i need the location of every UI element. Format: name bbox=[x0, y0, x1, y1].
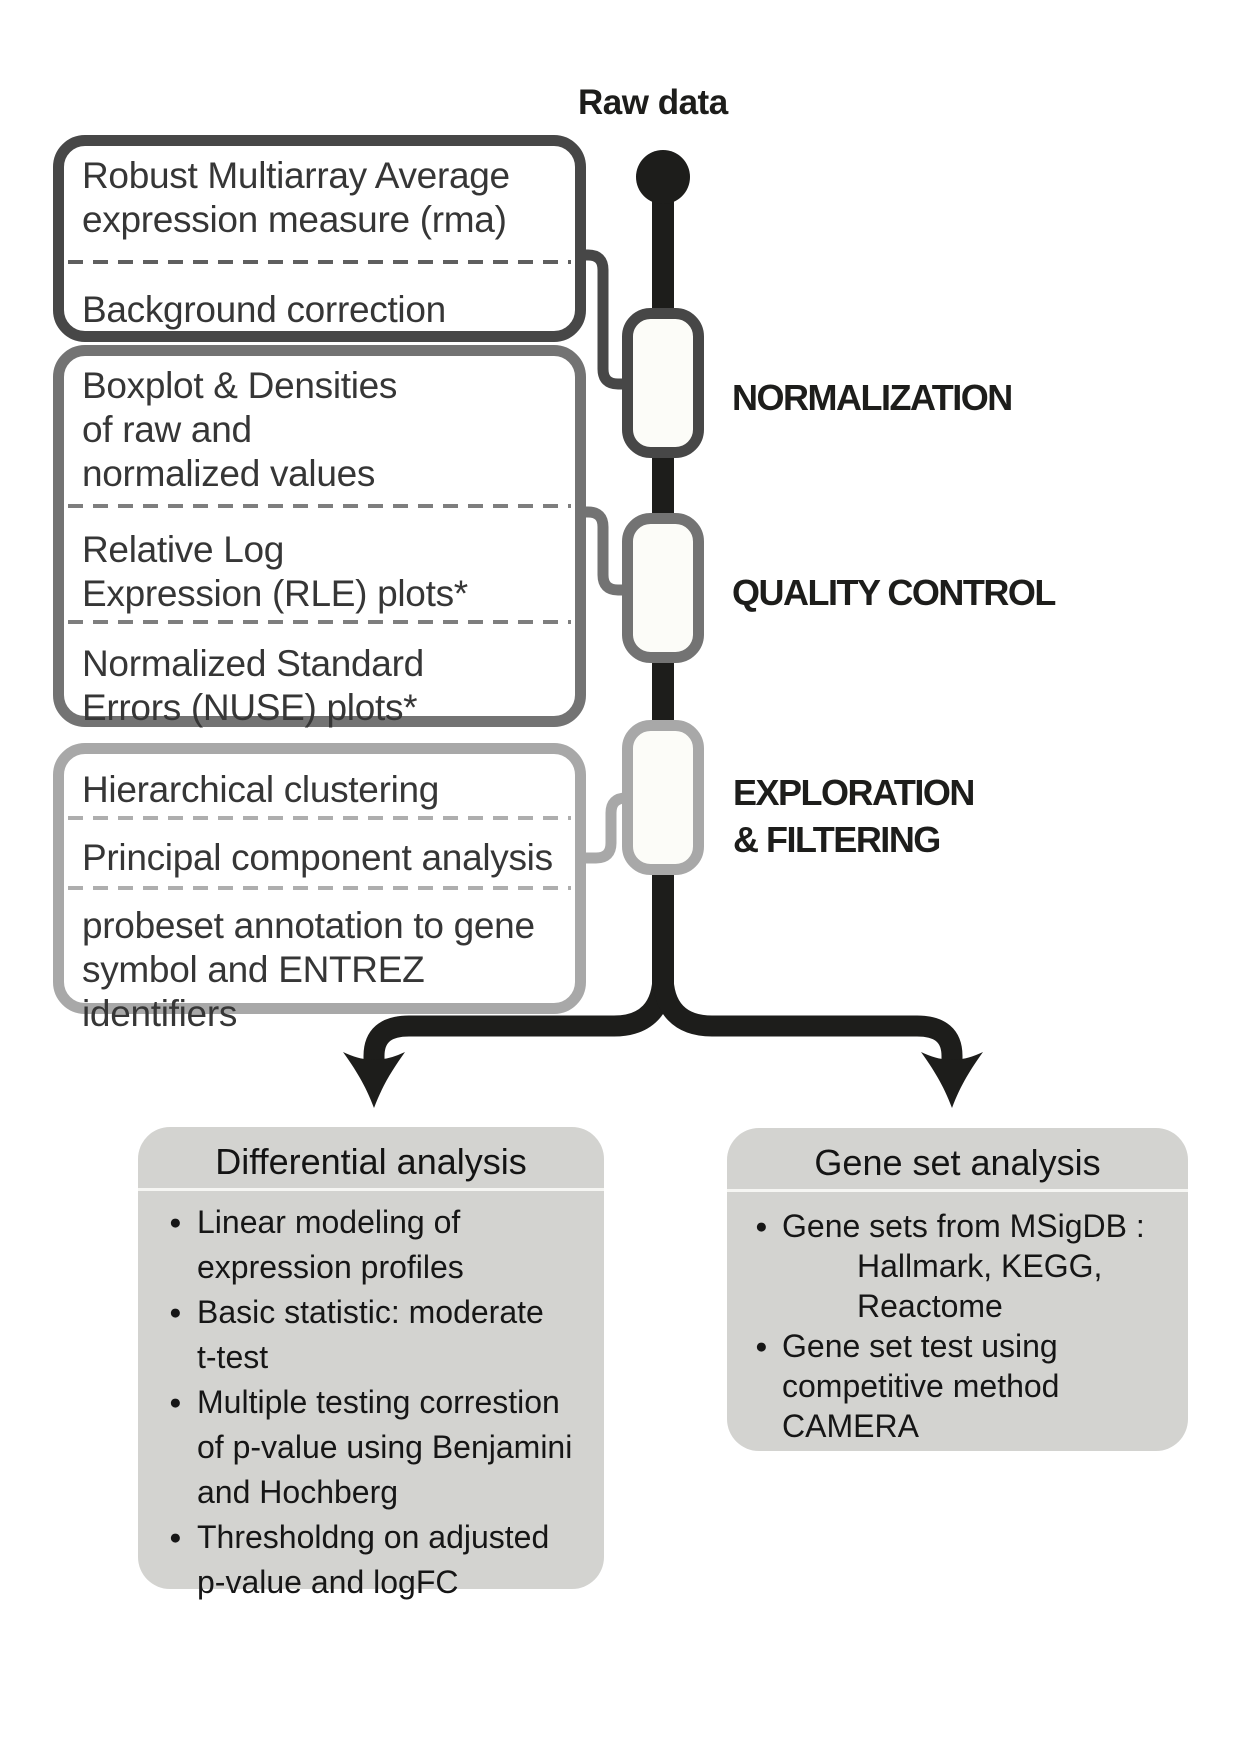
bullet-line: t-test bbox=[197, 1339, 269, 1375]
background-correction-section bbox=[64, 264, 575, 332]
bullet-line: Multiple testing correstion bbox=[197, 1384, 560, 1420]
bullet-icon: ● bbox=[755, 1215, 768, 1238]
bullet-icon: ● bbox=[169, 1301, 182, 1324]
arrowhead-left-icon bbox=[343, 1052, 405, 1108]
box-line: Expression (RLE) plots* bbox=[82, 573, 468, 614]
gene-set-analysis-title: Gene set analysis bbox=[814, 1142, 1101, 1183]
box-line: normalized values bbox=[82, 453, 376, 494]
exploration-node bbox=[628, 726, 699, 870]
bullet-line: Gene sets from MSigDB : bbox=[782, 1208, 1145, 1244]
rma-section bbox=[64, 146, 575, 242]
list-item bbox=[727, 1326, 1188, 1446]
raw-data-dot bbox=[636, 150, 690, 204]
quality-control-node bbox=[628, 519, 699, 658]
differential-bullet-list bbox=[138, 1191, 604, 1605]
box-line: symbol and ENTREZ identifiers bbox=[82, 949, 425, 1034]
box-line: Normalized Standard bbox=[82, 643, 424, 684]
stage-label-line: EXPLORATION bbox=[733, 772, 974, 813]
stage-label-line: NORMALIZATION bbox=[732, 377, 1012, 418]
bullet-icon: ● bbox=[169, 1211, 182, 1234]
bullet-line: Linear modeling of bbox=[197, 1204, 461, 1240]
box-line: probeset annotation to gene bbox=[82, 905, 535, 946]
list-item bbox=[727, 1206, 1188, 1326]
list-item bbox=[138, 1515, 604, 1605]
exploration-methods-box bbox=[53, 743, 586, 1034]
rle-section bbox=[64, 508, 575, 616]
box-line: Principal component analysis bbox=[82, 837, 553, 878]
box-line: of raw and bbox=[82, 409, 252, 450]
stage-label-quality-control bbox=[732, 569, 1055, 616]
list-item bbox=[138, 1380, 604, 1515]
bullet-line: and Hochberg bbox=[197, 1474, 399, 1510]
normalization-node bbox=[628, 314, 699, 453]
branch-right-line bbox=[663, 950, 952, 1064]
bullet-icon: ● bbox=[169, 1526, 182, 1549]
box-line: Background correction bbox=[82, 289, 446, 330]
bullet-line: expression profiles bbox=[197, 1249, 464, 1285]
box-line: Errors (NUSE) plots* bbox=[82, 687, 418, 728]
bullet-line: competitive method bbox=[782, 1368, 1060, 1404]
gene-set-bullet-list bbox=[727, 1192, 1188, 1446]
bullet-line: Thresholdng on adjusted bbox=[197, 1519, 550, 1555]
differential-analysis-title: Differential analysis bbox=[215, 1141, 527, 1182]
quality-control-methods-box bbox=[53, 345, 586, 727]
box-line: Relative Log bbox=[82, 529, 285, 570]
list-item bbox=[138, 1290, 604, 1380]
bullet-icon: ● bbox=[755, 1335, 768, 1358]
arrowhead-right-icon bbox=[921, 1052, 983, 1108]
box-line: Hierarchical clustering bbox=[82, 769, 440, 810]
pca-section bbox=[64, 820, 575, 880]
gene-set-analysis-box bbox=[727, 1128, 1188, 1451]
stage-label-line: QUALITY CONTROL bbox=[732, 572, 1055, 613]
box-line: expression measure (rma) bbox=[82, 199, 507, 240]
bullet-line: CAMERA bbox=[782, 1408, 919, 1444]
differential-analysis-box bbox=[138, 1127, 604, 1600]
list-item bbox=[138, 1200, 604, 1290]
bullet-line: p-value and logFC bbox=[197, 1564, 459, 1600]
normalization-methods-box bbox=[53, 135, 586, 342]
bullet-icon: ● bbox=[169, 1391, 182, 1414]
stage-label-line: & FILTERING bbox=[733, 819, 940, 860]
bullet-line: of p-value using Benjamini bbox=[197, 1429, 573, 1465]
stage-label-exploration-filtering bbox=[733, 769, 974, 863]
annotation-section bbox=[64, 890, 575, 1036]
box-line: Robust Multiarray Average bbox=[82, 155, 510, 196]
stage-label-normalization bbox=[732, 374, 1012, 421]
bullet-line: Gene set test using bbox=[782, 1328, 1058, 1364]
nuse-section bbox=[64, 624, 575, 730]
raw-data-label: Raw data bbox=[578, 83, 728, 122]
boxplot-section bbox=[64, 356, 575, 496]
box-line: Boxplot & Densities bbox=[82, 365, 398, 406]
bullet-line: Reactome bbox=[857, 1288, 1003, 1324]
clustering-section bbox=[64, 754, 575, 812]
bullet-line: Hallmark, KEGG, bbox=[857, 1248, 1103, 1284]
bullet-line: Basic statistic: moderate bbox=[197, 1294, 544, 1330]
